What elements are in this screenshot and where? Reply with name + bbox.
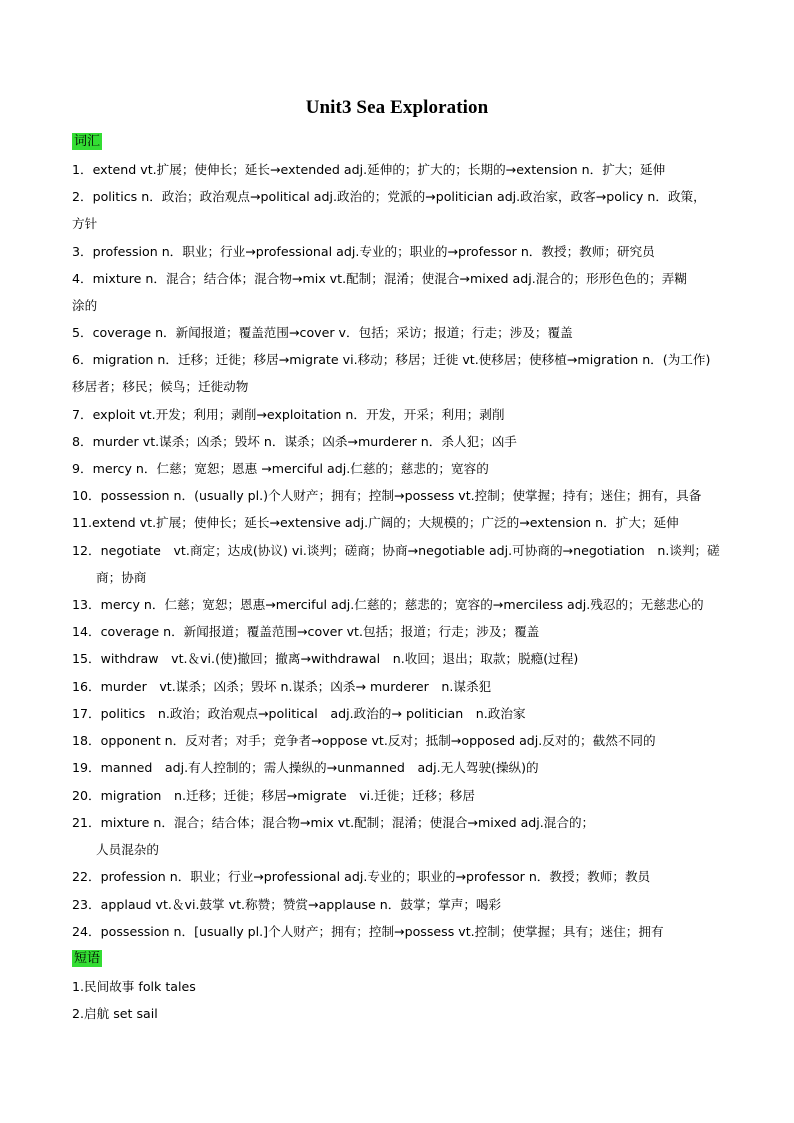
vocab-line-continuation: 移居者；移民；候鸟；迁徙动物 [72, 379, 249, 394]
vocab-line-continuation: 方针 [72, 216, 98, 231]
vocab-line-continuation: 涂的 [72, 298, 98, 313]
vocab-line: 22．profession n．职业；行业→professional adj.专业的；职业的→professor n．教授；教师；教员 [72, 869, 651, 884]
vocab-line: 18．opponent n．反对者；对手；竞争者→oppose vt.反对；抵制→opposed adj.反对的；截然不同的 [72, 733, 656, 748]
vocab-line: 9．mercy n．仁慈；宽恕；恩惠 →merciful adj.仁慈的；慈悲的；宽容的 [72, 461, 489, 476]
phrase-line: 1.民间故事 folk tales [72, 979, 196, 994]
vocab-line: 20．migration n.迁移；迁徙；移居→migrate vi.迁徙；迁移；移居 [72, 788, 475, 803]
vocab-line: 8．murder vt.谋杀；凶杀；毁坏 n．谋杀；凶杀→murderer n．杀人犯；凶手 [72, 434, 517, 449]
vocab-line: 7．exploit vt.开发；利用；剥削→exploitation n．开发，开采；利用；剥削 [72, 407, 505, 422]
vocab-line: 2．politics n．政治；政治观点→political adj.政治的；党派的→politician adj.政治家，政客→policy n．政策， [72, 189, 706, 204]
page-title: Unit3 Sea Exploration [305, 97, 489, 118]
vocab-line: 10．possession n．(usually pl.)个人财产；拥有；控制→possess vt.控制；使掌握；持有；迷住；拥有，具备 [72, 488, 702, 503]
vocab-line: 21．mixture n．混合；结合体；混合物→mix vt.配制；混淆；使混合→mixed adj.混合的； [72, 815, 595, 830]
vocab-line: 19．manned adj.有人控制的；需人操纵的→unmanned adj.无人驾驶(操纵)的 [72, 760, 539, 775]
vocab-line: 15．withdraw vt.＆vi.(使)撤回；撤离→withdrawal n.收回；退出；取款；脱瘾(过程) [72, 651, 579, 666]
vocab-line: 12．negotiate vt.商定；达成(协议) vi.谈判；磋商；协商→negotiable adj.可协商的→negotiation n.谈判；磋 [72, 543, 720, 558]
phrase-line: 2.启航 set sail [72, 1006, 158, 1021]
vocab-section-label: 词汇 [74, 134, 101, 149]
phrases-section-label: 短语 [74, 951, 101, 966]
vocab-line: 6．migration n．迁移；迁徙；移居→migrate vi.移动；移居；迁徙 vt.使移居；使移植→migration n．(为工作) [72, 352, 711, 367]
vocab-line: 4．mixture n．混合；结合体；混合物→mix vt.配制；混淆；使混合→mixed adj.混合的；形形色色的；弄糊 [72, 271, 687, 286]
vocab-line: 14．coverage n．新闻报道；覆盖范围→cover vt.包括；报道；行走；涉及；覆盖 [72, 624, 540, 639]
vocab-line: 23．applaud vt.＆vi.鼓掌 vt.称赞；赞赏→applause n．鼓掌；掌声；喝彩 [72, 897, 502, 912]
vocab-line-continuation: 商；协商 [96, 570, 147, 585]
vocab-line: 17．politics n.政治；政治观点→political adj.政治的→ politician n.政治家 [72, 706, 526, 721]
vocab-line: 11.extend vt.扩展；使伸长；延长→extensive adj.广阔的；大规模的；广泛的→extension n．扩大；延伸 [72, 515, 679, 530]
vocab-line: 1．extend vt.扩展；使伸长；延长→extended adj.延伸的；扩大的；长期的→extension n．扩大；延伸 [72, 162, 666, 177]
vocab-line: 16．murder vt.谋杀；凶杀；毁坏 n.谋杀；凶杀→ murderer n.谋杀犯 [72, 679, 492, 694]
vocab-line: 24．possession n．[usually pl.]个人财产；拥有；控制→possess vt.控制；使掌握；具有；迷住；拥有 [72, 924, 664, 939]
vocab-line: 5．coverage n．新闻报道；覆盖范围→cover v．包括；采访；报道；行走；涉及；覆盖 [72, 325, 573, 340]
vocab-line: 3．profession n．职业；行业→professional adj.专业的；职业的→professor n．教授；教师；研究员 [72, 244, 655, 259]
vocab-line: 13．mercy n．仁慈；宽恕；恩惠→merciful adj.仁慈的；慈悲的；宽容的→merciless adj.残忍的；无慈悲心的 [72, 597, 704, 612]
vocab-line-continuation: 人员混杂的 [96, 842, 159, 857]
